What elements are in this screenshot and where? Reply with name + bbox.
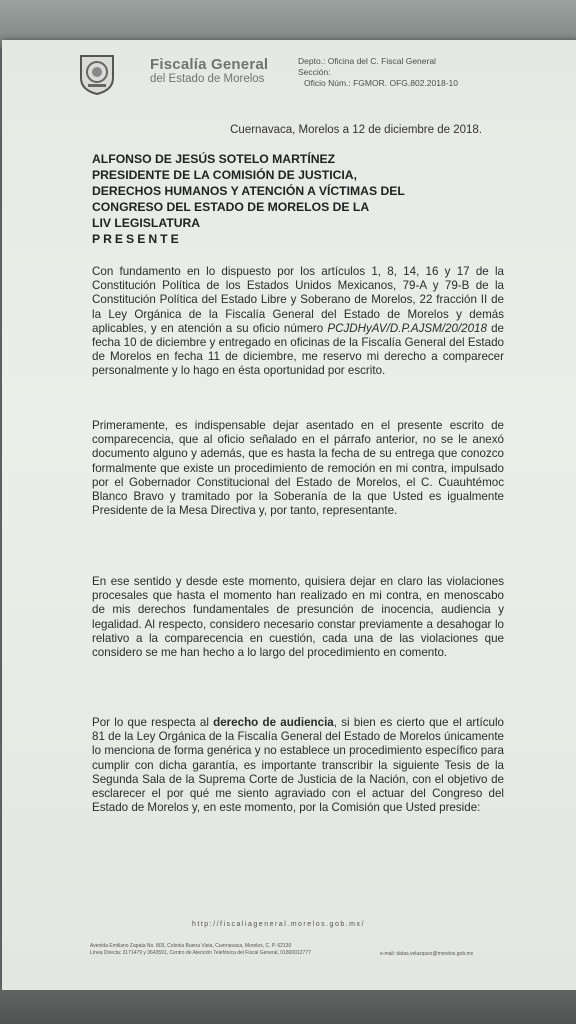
paragraph-2	[92, 419, 504, 518]
paragraph-2-text: Primeramente, es indispensable dejar asentado en el presente escrito de comparecencia, que al oficio señalado en el párrafo anterior, no se le anexó documento alguno y además, que es hasta la fecha de su entrega que conozco formalmente que existe un procedimiento de remoción en mi contra, impulsado por el Gobernador Constitucional del Estado de Morelos, el C. Cuauhtémoc Blanco Bravo y tramitado por la Soberanía de la que Usted es igualmente Presidente de la Mesa Directiva y, por tanto, representante.	[92, 419, 504, 518]
salutation-presente: PRESENTE	[92, 232, 182, 246]
letterhead-agency	[150, 56, 268, 85]
footer-address-block	[90, 943, 360, 957]
section-line: Sección:	[298, 67, 331, 77]
paragraph-4-emphasis: derecho de audiencia	[213, 716, 334, 729]
office-reference	[298, 56, 458, 89]
paragraph-4-text-b: , si bien es cierto que el artículo 81 de la Ley Orgánica de la Fiscalía General del Estado de Morelos únicamente lo menciona de forma genérica y no establece un procedimiento específico para cumplir con dicha garantía, es importante transcribir la siguiente Tesis de la Segunda Sala de la Suprema Corte de Justicia de la Nación, con el objetivo de esclarecer el por qué me siento agraviado con el actuar del Congreso del Estado de Morelos y, en este momento, por la Comisión que Usted preside:	[92, 716, 504, 815]
office-reference-number: PCJDHyAV/D.P.AJSM/20/2018	[327, 321, 487, 335]
paragraph-1-text-b: de fecha 10 de diciembre y entregado en oficinas de la Fiscalía General del Estado de Morelos en fecha 11 de diciembre, me reservo mi derecho a comparecer personalmente y lo hago en ésta oportunidad por escrito.	[92, 321, 504, 378]
addressee-title-1: PRESIDENTE DE LA COMISIÓN DE JUSTICIA,	[92, 168, 357, 182]
addressee-name: ALFONSO DE JESÚS SOTELO MARTÍNEZ	[92, 152, 336, 166]
addressee-block	[92, 151, 512, 247]
paragraph-4	[92, 716, 504, 815]
paragraph-1-text-a: Con fundamento en lo dispuesto por los artículos 1, 8, 14, 16 y 17 de la Constitución Política de los Estados Unidos Mexicanos, 79-A y 79-B de la Constitución Política del Estado Libre y Soberano de Morelos, 22 fracción II de la Ley Orgánica de la Fiscalía General del Estado de Morelos y demás aplicables, y en atención a su oficio número	[92, 265, 504, 335]
agency-seal-logo	[77, 52, 117, 96]
footer-email: e-mail: datas.velazquez@morelos.gob.mx	[380, 951, 474, 957]
paragraph-3	[92, 575, 504, 660]
addressee-title-2: DERECHOS HUMANOS Y ATENCIÓN A VÍCTIMAS DEL	[92, 184, 405, 198]
footer-website: http://fiscaliageneral.morelos.gob.mx/	[192, 921, 365, 928]
paragraph-1	[92, 265, 504, 379]
agency-name: Fiscalía General	[150, 56, 269, 73]
agency-subtitle: del Estado de Morelos	[150, 73, 265, 85]
addressee-title-4: LIV LEGISLATURA	[92, 216, 201, 230]
addressee-title-3: CONGRESO DEL ESTADO DE MORELOS DE LA	[92, 200, 370, 214]
department-line: Depto.: Oficina del C. Fiscal General	[298, 56, 436, 66]
photo-background-bottom	[0, 990, 576, 1024]
letter-date: Cuernavaca, Morelos a 12 de diciembre de 2018.	[230, 124, 482, 136]
footer-phones: Línea Directa: 3171479 y 3643591, Centro de Atención Telefónica del Fiscal General, 01800012777	[90, 950, 311, 956]
office-number-line: Oficio Núm.: FGMOR. OFG.802.2018-10	[304, 78, 458, 88]
footer-address: Avenida Emiliano Zapata No. 803, Colonia Buena Vista, Cuernavaca, Morelos, C. P. 62130	[90, 943, 292, 949]
paragraph-3-text: En ese sentido y desde este momento, quisiera dejar en claro las violaciones procesales que hasta el momento han realizado en mi contra, en menoscabo de mis derechos fundamentales de presunción de inocencia, audiencia y legalidad. Al respecto, considero necesario constar previamente a desahogar lo relativo a la comparecencia en cuestión, cada una de las violaciones que considero se me han hecho a lo largo del procedimiento en comento.	[92, 575, 504, 660]
paragraph-4-text-a: Por lo que respecta al	[92, 716, 214, 729]
